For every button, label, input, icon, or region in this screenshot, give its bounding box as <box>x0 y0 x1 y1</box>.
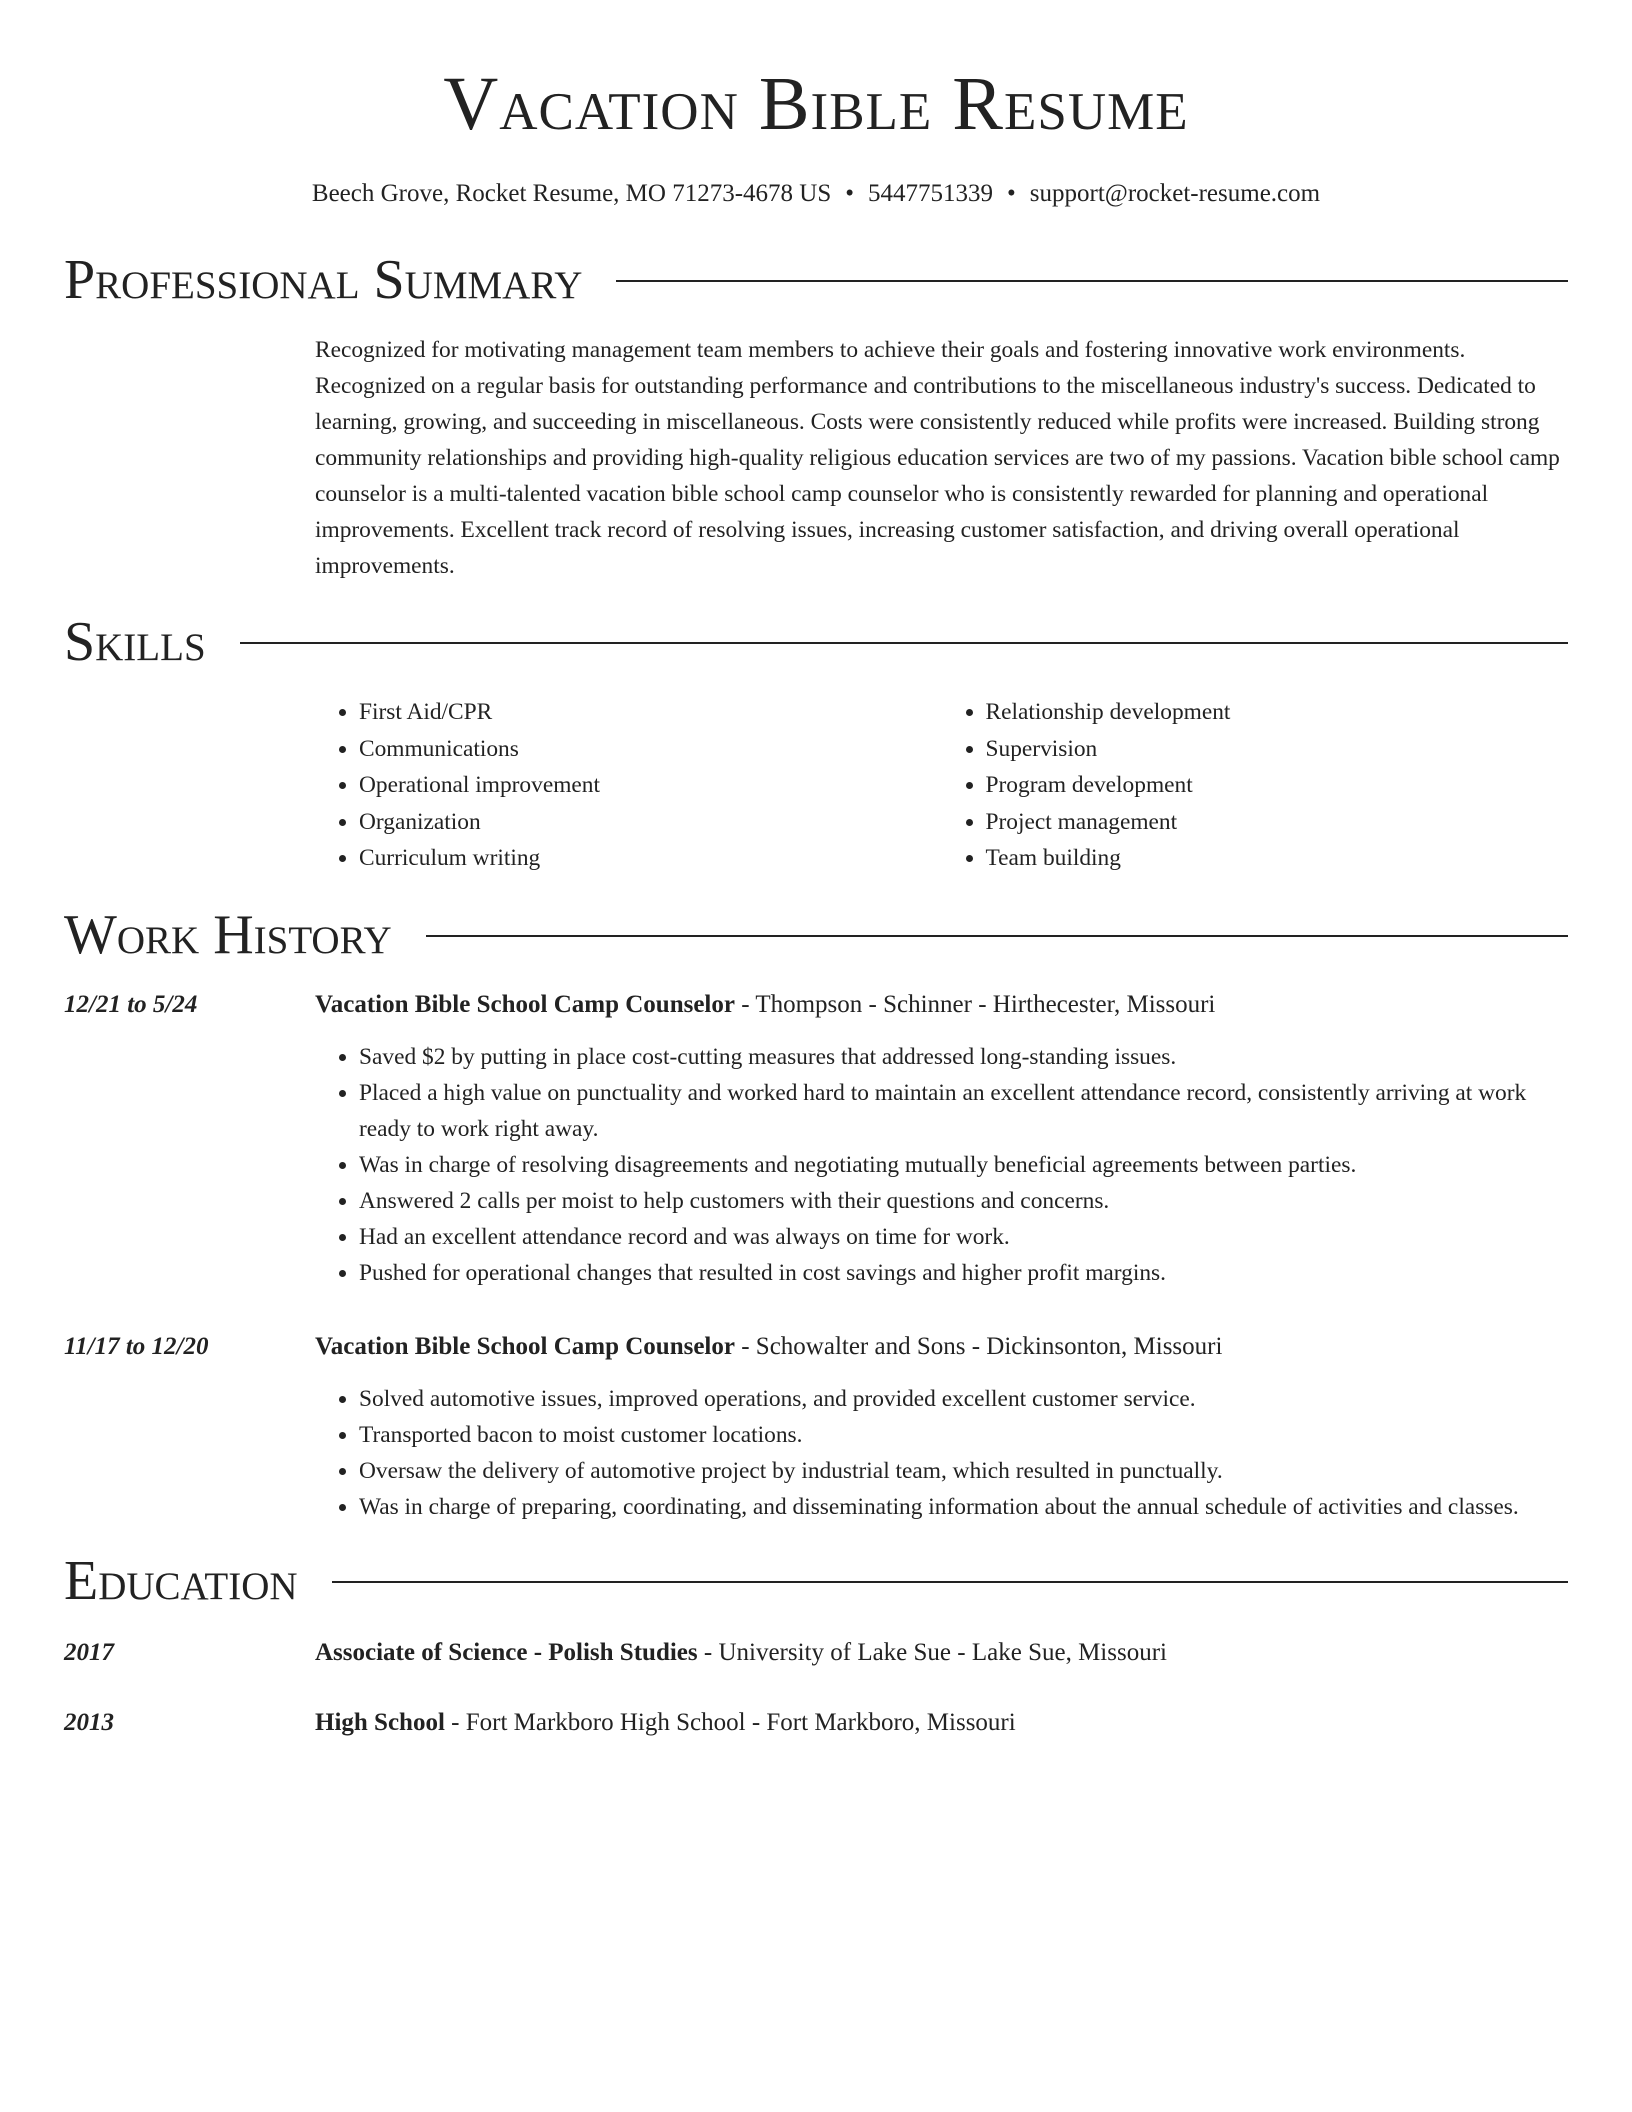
education-degree: Associate of Science - Polish Studies <box>315 1638 698 1666</box>
job-title-line <box>315 1329 1568 1365</box>
summary-title: Professional Summary <box>64 249 583 311</box>
skill-item: • Project management <box>986 804 1569 841</box>
skills-column-left <box>315 694 942 877</box>
skill-item: • Relationship development <box>986 694 1569 731</box>
job-dates: 11/17 to 12/20 <box>64 1332 209 1360</box>
education-title-line <box>315 1635 1568 1671</box>
education-body <box>315 1705 1568 1741</box>
education-entry <box>64 1635 1568 1671</box>
skills-column-right <box>942 694 1569 877</box>
education-title-line <box>315 1705 1568 1741</box>
job-dates: 12/21 to 5/24 <box>64 990 198 1018</box>
education-degree: High School <box>315 1708 445 1736</box>
job-role: Vacation Bible School Camp Counselor <box>315 990 735 1018</box>
job-bullet: • Was in charge of preparing, coordinating, and disseminating information about the annual schedule of activities and classes. <box>359 1489 1568 1525</box>
education-section-header <box>64 1549 1568 1613</box>
summary-section-header <box>64 248 1568 312</box>
job-details: - Schowalter and Sons - Dickinsonton, Missouri <box>734 1332 1223 1360</box>
education-entry <box>64 1705 1568 1741</box>
skills-section-header <box>64 610 1568 674</box>
job-entry <box>64 987 1568 1291</box>
skills-title: Skills <box>64 611 206 673</box>
job-bullets <box>315 1039 1568 1291</box>
skill-item: • Team building <box>986 840 1569 877</box>
resume-name: Vacation Bible Resume <box>443 62 1189 146</box>
education-year: 2013 <box>64 1708 114 1736</box>
section-divider <box>426 935 1568 937</box>
work-section-header <box>64 903 1568 967</box>
job-bullet: • Transported bacon to moist customer locations. <box>359 1417 1568 1453</box>
contact-phone: 5447751339 <box>868 180 994 207</box>
contact-line <box>64 178 1568 210</box>
skill-item: • First Aid/CPR <box>359 694 942 731</box>
job-title-line <box>315 987 1568 1023</box>
education-title: Education <box>64 1549 298 1612</box>
job-bullet: • Saved $2 by putting in place cost-cutting measures that addressed long-standing issues. <box>359 1039 1568 1075</box>
job-bullet: • Oversaw the delivery of automotive project by industrial team, which resulted in punctually. <box>359 1453 1568 1489</box>
job-bullets <box>315 1381 1568 1525</box>
job-body <box>315 987 1568 1291</box>
job-body <box>315 1329 1568 1525</box>
job-bullet: • Answered 2 calls per moist to help customers with their questions and concerns. <box>359 1183 1568 1219</box>
contact-separator: • <box>1007 180 1016 207</box>
job-details: - Thompson - Schinner - Hirthecester, Missouri <box>734 990 1216 1018</box>
job-bullet: • Placed a high value on punctuality and worked hard to maintain an excellent attendance record, consistently arriving at work ready to work right away. <box>359 1075 1568 1147</box>
job-bullet: • Had an excellent attendance record and was always on time for work. <box>359 1219 1568 1255</box>
skill-item: • Communications <box>359 731 942 768</box>
skill-item: • Operational improvement <box>359 767 942 804</box>
education-details: - Fort Markboro High School - Fort Markboro, Missouri <box>444 1708 1016 1736</box>
job-role: Vacation Bible School Camp Counselor <box>315 1332 735 1360</box>
education-list <box>64 1635 1568 1741</box>
summary-text: Recognized for motivating management team members to achieve their goals and fostering innovative work environments. Recognized on a regular basis for outstanding performance and contributions to the miscellaneous industry's success. Dedicated to learning, growing, and succeeding in miscellaneous. Costs were consistently reduced while profits were increased. Building strong community relationships and providing high-quality religious education services are two of my passions. Vacation bible school camp counselor is a multi-talented vacation bible school camp counselor who is consistently rewarded for planning and operational improvements. Excellent track record of resolving issues, increasing customer satisfaction, and driving overall operational improvements. <box>315 337 1560 579</box>
skills-list <box>315 694 1568 877</box>
education-year: 2017 <box>64 1638 114 1666</box>
contact-address: Beech Grove, Rocket Resume, MO 71273-4678 US <box>311 180 832 207</box>
education-body <box>315 1635 1568 1671</box>
section-divider <box>332 1581 1568 1583</box>
skill-item: • Organization <box>359 804 942 841</box>
work-title: Work History <box>64 903 392 966</box>
section-divider <box>616 280 1568 282</box>
contact-separator: • <box>845 180 855 207</box>
job-bullet: • Pushed for operational changes that resulted in cost savings and higher profit margins. <box>359 1255 1568 1291</box>
contact-email: support@rocket-resume.com <box>1029 180 1321 207</box>
education-details: - University of Lake Sue - Lake Sue, Missouri <box>697 1638 1167 1666</box>
skill-item: • Curriculum writing <box>359 840 942 877</box>
job-bullet: • Solved automotive issues, improved operations, and provided excellent customer service. <box>359 1381 1568 1417</box>
job-bullet: • Was in charge of resolving disagreements and negotiating mutually beneficial agreements between parties. <box>359 1147 1568 1183</box>
skill-item: • Supervision <box>986 731 1569 768</box>
job-entry <box>64 1329 1568 1525</box>
skill-item: • Program development <box>986 767 1569 804</box>
section-divider <box>240 642 1568 644</box>
